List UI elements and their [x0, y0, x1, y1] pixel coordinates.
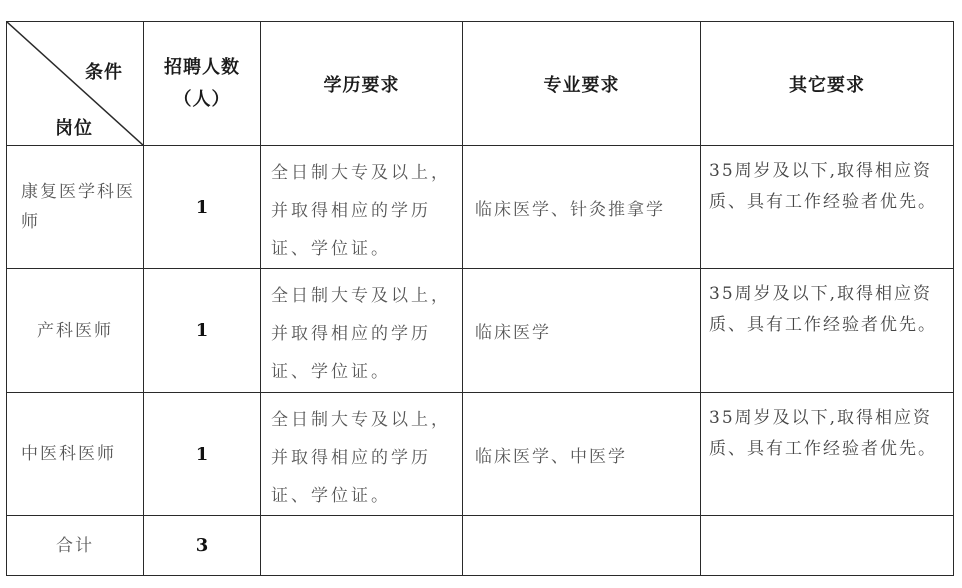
total-label: 合计 — [7, 516, 144, 576]
total-row — [7, 516, 954, 576]
post-cell: 康复医学科医师 — [7, 146, 144, 269]
recruitment-table — [6, 21, 954, 576]
table-row — [7, 393, 954, 516]
count-header-line1: 招聘人数 — [164, 56, 240, 78]
education-cell: 全日制大专及以上，并取得相应的学历证、学位证。 — [261, 146, 463, 269]
count-header-line2: （人） — [173, 88, 231, 110]
major-header: 专业要求 — [463, 22, 701, 146]
post-cell: 中医科医师 — [7, 393, 144, 516]
education-cell: 全日制大专及以上，并取得相应的学历证、学位证。 — [261, 393, 463, 516]
major-cell: 临床医学 — [463, 269, 701, 393]
education-cell: 全日制大专及以上，并取得相应的学历证、学位证。 — [261, 269, 463, 393]
empty-cell — [261, 516, 463, 576]
education-header: 学历要求 — [261, 22, 463, 146]
other-cell: 35周岁及以下,取得相应资质、具有工作经验者优先。 — [701, 146, 954, 269]
count-header — [144, 22, 261, 146]
condition-header: 条件 — [85, 62, 123, 83]
other-cell: 35周岁及以下,取得相应资质、具有工作经验者优先。 — [701, 393, 954, 516]
position-header: 岗位 — [55, 118, 93, 139]
diagonal-header-cell — [7, 22, 144, 146]
major-cell: 临床医学、针灸推拿学 — [463, 146, 701, 269]
count-cell: 1 — [144, 146, 261, 269]
post-cell: 产科医师 — [7, 269, 144, 393]
table-row — [7, 269, 954, 393]
other-header: 其它要求 — [701, 22, 954, 146]
other-cell: 35周岁及以下,取得相应资质、具有工作经验者优先。 — [701, 269, 954, 393]
count-cell: 1 — [144, 269, 261, 393]
table-row — [7, 146, 954, 269]
empty-cell — [701, 516, 954, 576]
header-row — [7, 22, 954, 146]
major-cell: 临床医学、中医学 — [463, 393, 701, 516]
total-count: 3 — [144, 516, 261, 576]
count-cell: 1 — [144, 393, 261, 516]
empty-cell — [463, 516, 701, 576]
